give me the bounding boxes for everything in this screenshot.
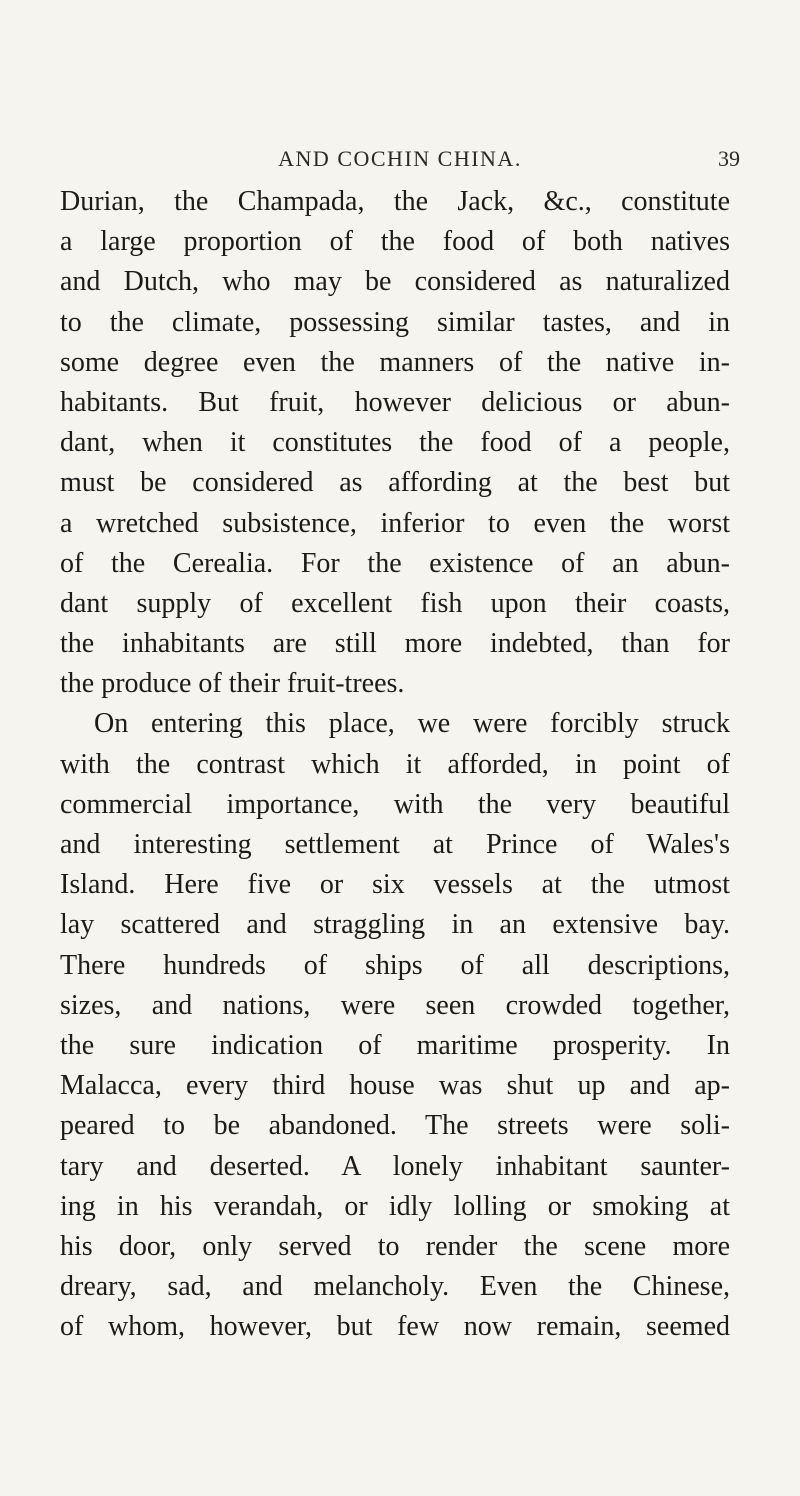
text-line: the inhabitants are still more indebted, than for — [60, 628, 730, 660]
text-line: commercial importance, with the very beautiful — [60, 788, 730, 820]
text-line: dant, when it constitutes the food of a people, — [60, 427, 730, 459]
text-line: Island. Here five or six vessels at the utmost — [60, 869, 730, 901]
text-line: peared to be abandoned. The streets were soli- — [60, 1110, 730, 1142]
text-line: some degree even the manners of the native in- — [60, 346, 730, 378]
text-line: dant supply of excellent fish upon their coasts, — [60, 587, 730, 619]
text-line: with the contrast which it afforded, in point of — [60, 748, 730, 780]
text-line: lay scattered and straggling in an extensive bay. — [60, 909, 730, 941]
text-line: habitants. But fruit, however delicious or abun- — [60, 386, 730, 418]
running-head — [60, 146, 740, 176]
page-number: 39 — [718, 146, 740, 171]
text-line: the sure indication of maritime prosperity. In — [60, 1029, 730, 1061]
body-text — [60, 182, 730, 1347]
text-line: and Dutch, who may be considered as naturalized — [60, 266, 730, 298]
text-line: There hundreds of ships of all descriptions, — [60, 949, 730, 981]
text-line: ing in his verandah, or idly lolling or smoking at — [60, 1190, 730, 1222]
text-line: On entering this place, we were forcibly struck — [94, 708, 730, 740]
text-line: tary and deserted. A lonely inhabitant saunter- — [60, 1150, 730, 1182]
text-line: of the Cerealia. For the existence of an abun- — [60, 547, 730, 579]
text-line: the produce of their fruit-trees. — [60, 668, 405, 700]
text-line: Durian, the Champada, the Jack, &c., constitute — [60, 186, 730, 217]
text-line: sizes, and nations, were seen crowded together, — [60, 989, 730, 1021]
text-line: his door, only served to render the scene more — [60, 1230, 730, 1262]
text-line: dreary, sad, and melancholy. Even the Chinese, — [60, 1271, 730, 1303]
text-line: to the climate, possessing similar tastes, and in — [60, 306, 730, 338]
text-line: a large proportion of the food of both natives — [60, 226, 730, 258]
text-line: of whom, however, but few now remain, seemed — [60, 1311, 730, 1343]
text-line: Malacca, every third house was shut up and ap- — [60, 1070, 730, 1102]
text-line: and interesting settlement at Prince of Wales's — [60, 829, 730, 860]
running-title: AND COCHIN CHINA. — [278, 146, 522, 171]
text-line: must be considered as affording at the best but — [60, 467, 730, 499]
text-line: a wretched subsistence, inferior to even the worst — [60, 507, 730, 539]
